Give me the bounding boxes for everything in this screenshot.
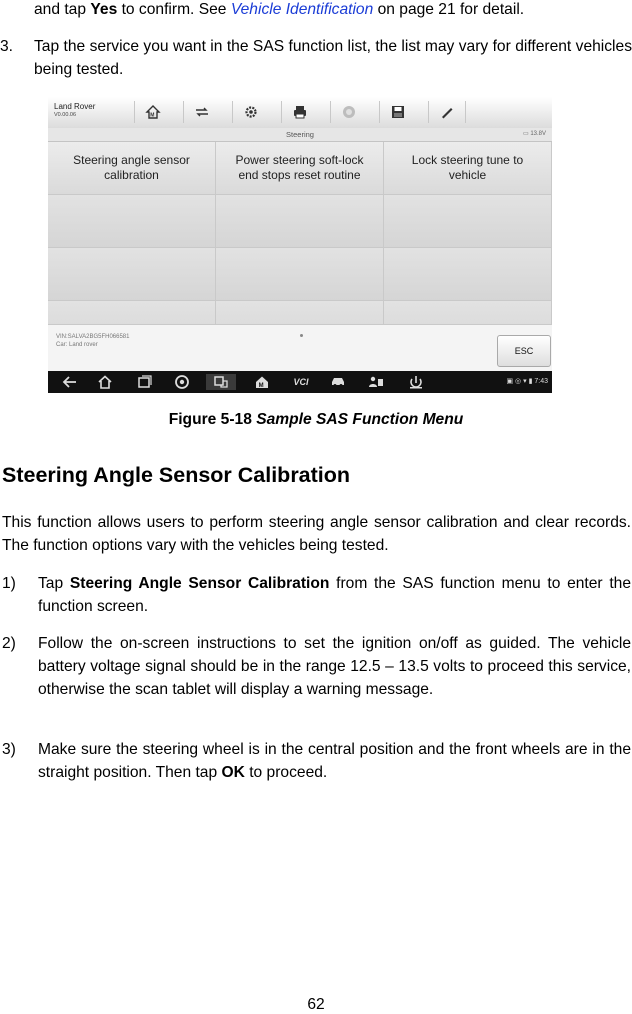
page-indicator-dot — [300, 334, 303, 337]
step-text: Follow the on-screen instructions to set the ignition on/off as guided. The vehicle battery voltage signal should be in the range 12.5 – 13.5 volts to proceed this service, otherwise the scan tablet will display a warning message. — [38, 635, 631, 698]
settings-icon[interactable] — [232, 101, 269, 123]
maxisys-home-icon[interactable] — [250, 374, 274, 390]
step-number: 3. — [0, 38, 14, 55]
info-footer — [48, 324, 552, 371]
empty-cell — [384, 248, 552, 301]
sas-function-menu-screenshot — [48, 97, 552, 393]
status-bar: ▣ ◎ ▾ ▮ 7:43 — [506, 378, 548, 385]
save-icon[interactable] — [379, 101, 416, 123]
step-text: Tap Steering Angle Sensor Calibration from the SAS function menu to enter the function screen. — [38, 575, 631, 615]
top-toolbar — [48, 97, 552, 129]
step-number: 3) — [2, 741, 16, 758]
figure-caption: Figure 5-18 Sample SAS Function Menu — [168, 411, 464, 428]
home-icon[interactable] — [134, 101, 171, 123]
battery-voltage: ▭ 13.8V — [522, 131, 546, 137]
back-icon[interactable] — [58, 374, 82, 390]
empty-cell — [384, 195, 552, 248]
home-nav-icon[interactable] — [93, 374, 117, 390]
recent-apps-icon[interactable] — [133, 374, 157, 390]
screen-title: Steering — [286, 130, 314, 139]
data-manager-icon[interactable] — [404, 374, 428, 390]
car-icon[interactable] — [326, 374, 350, 390]
menu-item-power-steering-reset[interactable]: Power steering soft-lock end stops reset routine — [216, 142, 384, 195]
step-text: Tap the service you want in the SAS function list, the list may vary for different vehicles being tested. — [34, 38, 632, 78]
empty-cell — [216, 195, 384, 248]
step-text: Make sure the steering wheel is in the central position and the front wheels are in the straight position. Then tap OK to proceed. — [38, 741, 631, 781]
continuation-line: and tap Yes to confirm. See Vehicle Identification on page 21 for detail. — [34, 1, 525, 18]
print-icon[interactable] — [281, 101, 318, 123]
section-heading: Steering Angle Sensor Calibration — [2, 463, 351, 487]
screen-titlebar — [48, 128, 552, 142]
empty-cell — [216, 248, 384, 301]
chrome-icon[interactable] — [170, 374, 194, 390]
diagnostics-icon[interactable] — [206, 374, 236, 390]
help-icon[interactable] — [330, 101, 367, 123]
vehicle-identification-link[interactable]: Vehicle Identification — [230, 1, 374, 18]
intro-paragraph: This function allows users to perform steering angle sensor calibration and clear records. The function options vary with the vehicles being tested. — [2, 514, 631, 554]
clock: 7:43 — [534, 378, 548, 385]
remote-support-icon[interactable] — [364, 374, 388, 390]
vci-icon[interactable]: VCI — [293, 377, 309, 387]
vehicle-swap-icon[interactable] — [183, 101, 220, 123]
vehicle-info: VIN:SALVA2BG5FH066581 Car: Land rover — [56, 334, 130, 348]
svg-text:M: M — [258, 383, 264, 389]
empty-cell — [48, 248, 216, 301]
brand-label: Land Rover V0.00.06 — [54, 102, 96, 118]
empty-cell — [48, 195, 216, 248]
menu-item-lock-steering-tune[interactable]: Lock steering tune to vehicle — [384, 142, 552, 195]
esc-button[interactable]: ESC — [497, 335, 551, 367]
page-number: 62 — [307, 996, 325, 1013]
menu-item-steering-angle-sensor-calibration[interactable]: Steering angle sensor calibration — [48, 142, 216, 195]
svg-text:M: M — [150, 112, 155, 119]
step-number: 1) — [2, 575, 16, 592]
yes-bold: Yes — [90, 1, 118, 18]
android-nav-bar — [48, 371, 552, 393]
step-number: 2) — [2, 635, 16, 652]
edit-icon[interactable] — [428, 101, 466, 123]
